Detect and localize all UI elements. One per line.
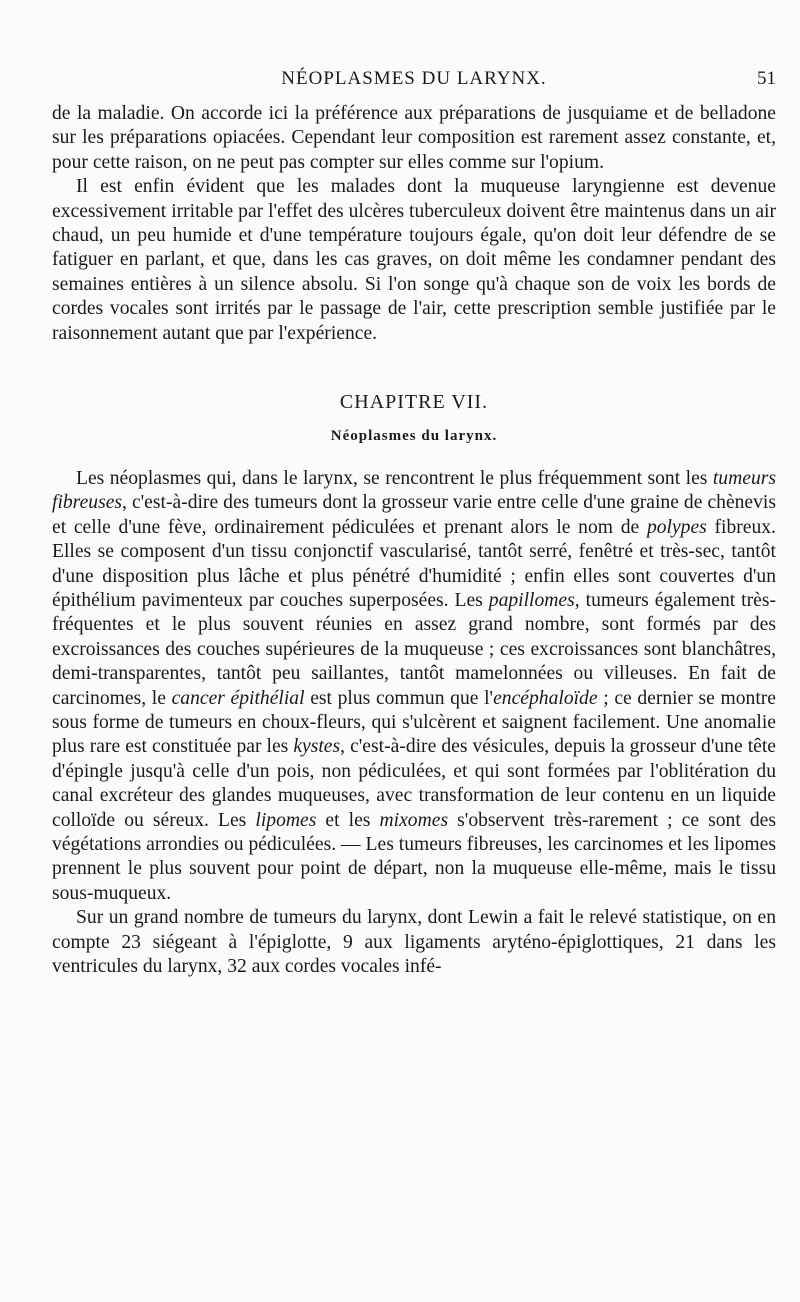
text-run: , c'est-à-dire des tumeurs dont la grosseur varie entre celle d'une graine de chènevis et celle d'une fève, ordinairement pédiculées et prenant alors le nom de [52, 492, 776, 538]
italic-term: kystes [293, 736, 341, 758]
text-run: s'observent très-rarement ; ce sont des végétations arrondies ou pédiculées. — Les tumeurs fibreuses, les carcinomes et les lipomes prennent le plus souvent pour point de départ, non la muqueuse elle-même, mais le tissu sous-muqueux. [52, 809, 776, 904]
paragraph-neoplasms [52, 467, 776, 906]
italic-term: mixomes [379, 809, 449, 831]
text-run: et les [316, 809, 380, 831]
paragraph-statistics: Sur un grand nombre de tumeurs du larynx, dont Lewin a fait le relevé statistique, on en compte 23 siégeant à l'épiglotte, 9 aux ligaments aryténo-épiglottiques, 21 dans les ventricules du larynx, 32 aux cordes vocales infé- [52, 907, 776, 977]
italic-term: tumeurs fibreuses [52, 467, 776, 514]
chapter-subtitle: Néoplasmes du larynx. [330, 428, 498, 445]
running-title: NÉOPLASMES DU LARYNX. [281, 68, 547, 89]
paragraph-irritability: Il est enfin évident que les malades dont la muqueuse laryngienne est devenue excessivement irritable par l'effet des ulcères tuberculeux doivent être maintenus dans un air chaud, un peu humide et d'une température toujours égale, qu'on doit leur défendre de se fatiguer en parlant, et que, dans les cas graves, on doit même les condamner pendant des semaines entières à un silence absolu. Si l'on songe qu'à chaque son de voix les bords de cordes vocales sont irrités par le passage de l'air, cette prescription semble justifiée par le raisonnement autant que par l'expérience. [52, 176, 776, 344]
page-header [52, 68, 776, 96]
italic-term: encéphaloïde [493, 687, 598, 709]
page-body [52, 102, 776, 979]
text-run: Les néoplasmes qui, dans le larynx, se rencontrent le plus fréquemment sont les [76, 467, 713, 489]
text-run: , tumeurs également très-fréquentes et le plus souvent réunies en assez grand nombre, sont formés par des excroissances des couches supérieures de la muqueuse ; ces excroissances sont blanchâtres, demi-transparentes, tantôt peu saillantes, tantôt mamelonnées ou villeuses. En fait de carcinomes, le [52, 589, 776, 709]
italic-term: cancer épithélial [171, 687, 305, 709]
italic-term: lipomes [255, 809, 317, 831]
italic-term: papillomes [488, 589, 575, 611]
text-run: fibreux. Elles se composent d'un tissu conjonctif vascularisé, tantôt serré, fenêtré et très-sec, tantôt d'une disposition plus lâche et plus pénétré d'humidité ; enfin elles sont couvertes d'un épithélium pavimenteux par couches superposées. Les [52, 516, 776, 611]
text-run: ; ce dernier se montre sous forme de tumeurs en choux-fleurs, qui s'ulcèrent et saignent facilement. Une anomalie plus rare est constituée par les [52, 687, 776, 758]
page-number: 51 [757, 68, 776, 89]
paragraph-continued: de la maladie. On accorde ici la préférence aux préparations de jusquiame et de belladone sur les préparations opiacées. Cependant leur composition est rarement assez constante, et, pour cette raison, on ne peut pas compter sur elles comme sur l'opium. [52, 103, 776, 173]
text-run: , c'est-à-dire des vésicules, depuis la grosseur d'une tête d'épingle jusqu'à celle d'un pois, non pédiculées, et qui sont formées par l'oblitération du canal excréteur des glandes muqueuses, avec transformation de leur contenu en un liquide colloïde ou séreux. Les [52, 736, 776, 831]
italic-term: polypes [646, 516, 707, 538]
chapter-heading: CHAPITRE VII. [339, 391, 489, 414]
text-run: est plus commun que l' [304, 687, 494, 709]
